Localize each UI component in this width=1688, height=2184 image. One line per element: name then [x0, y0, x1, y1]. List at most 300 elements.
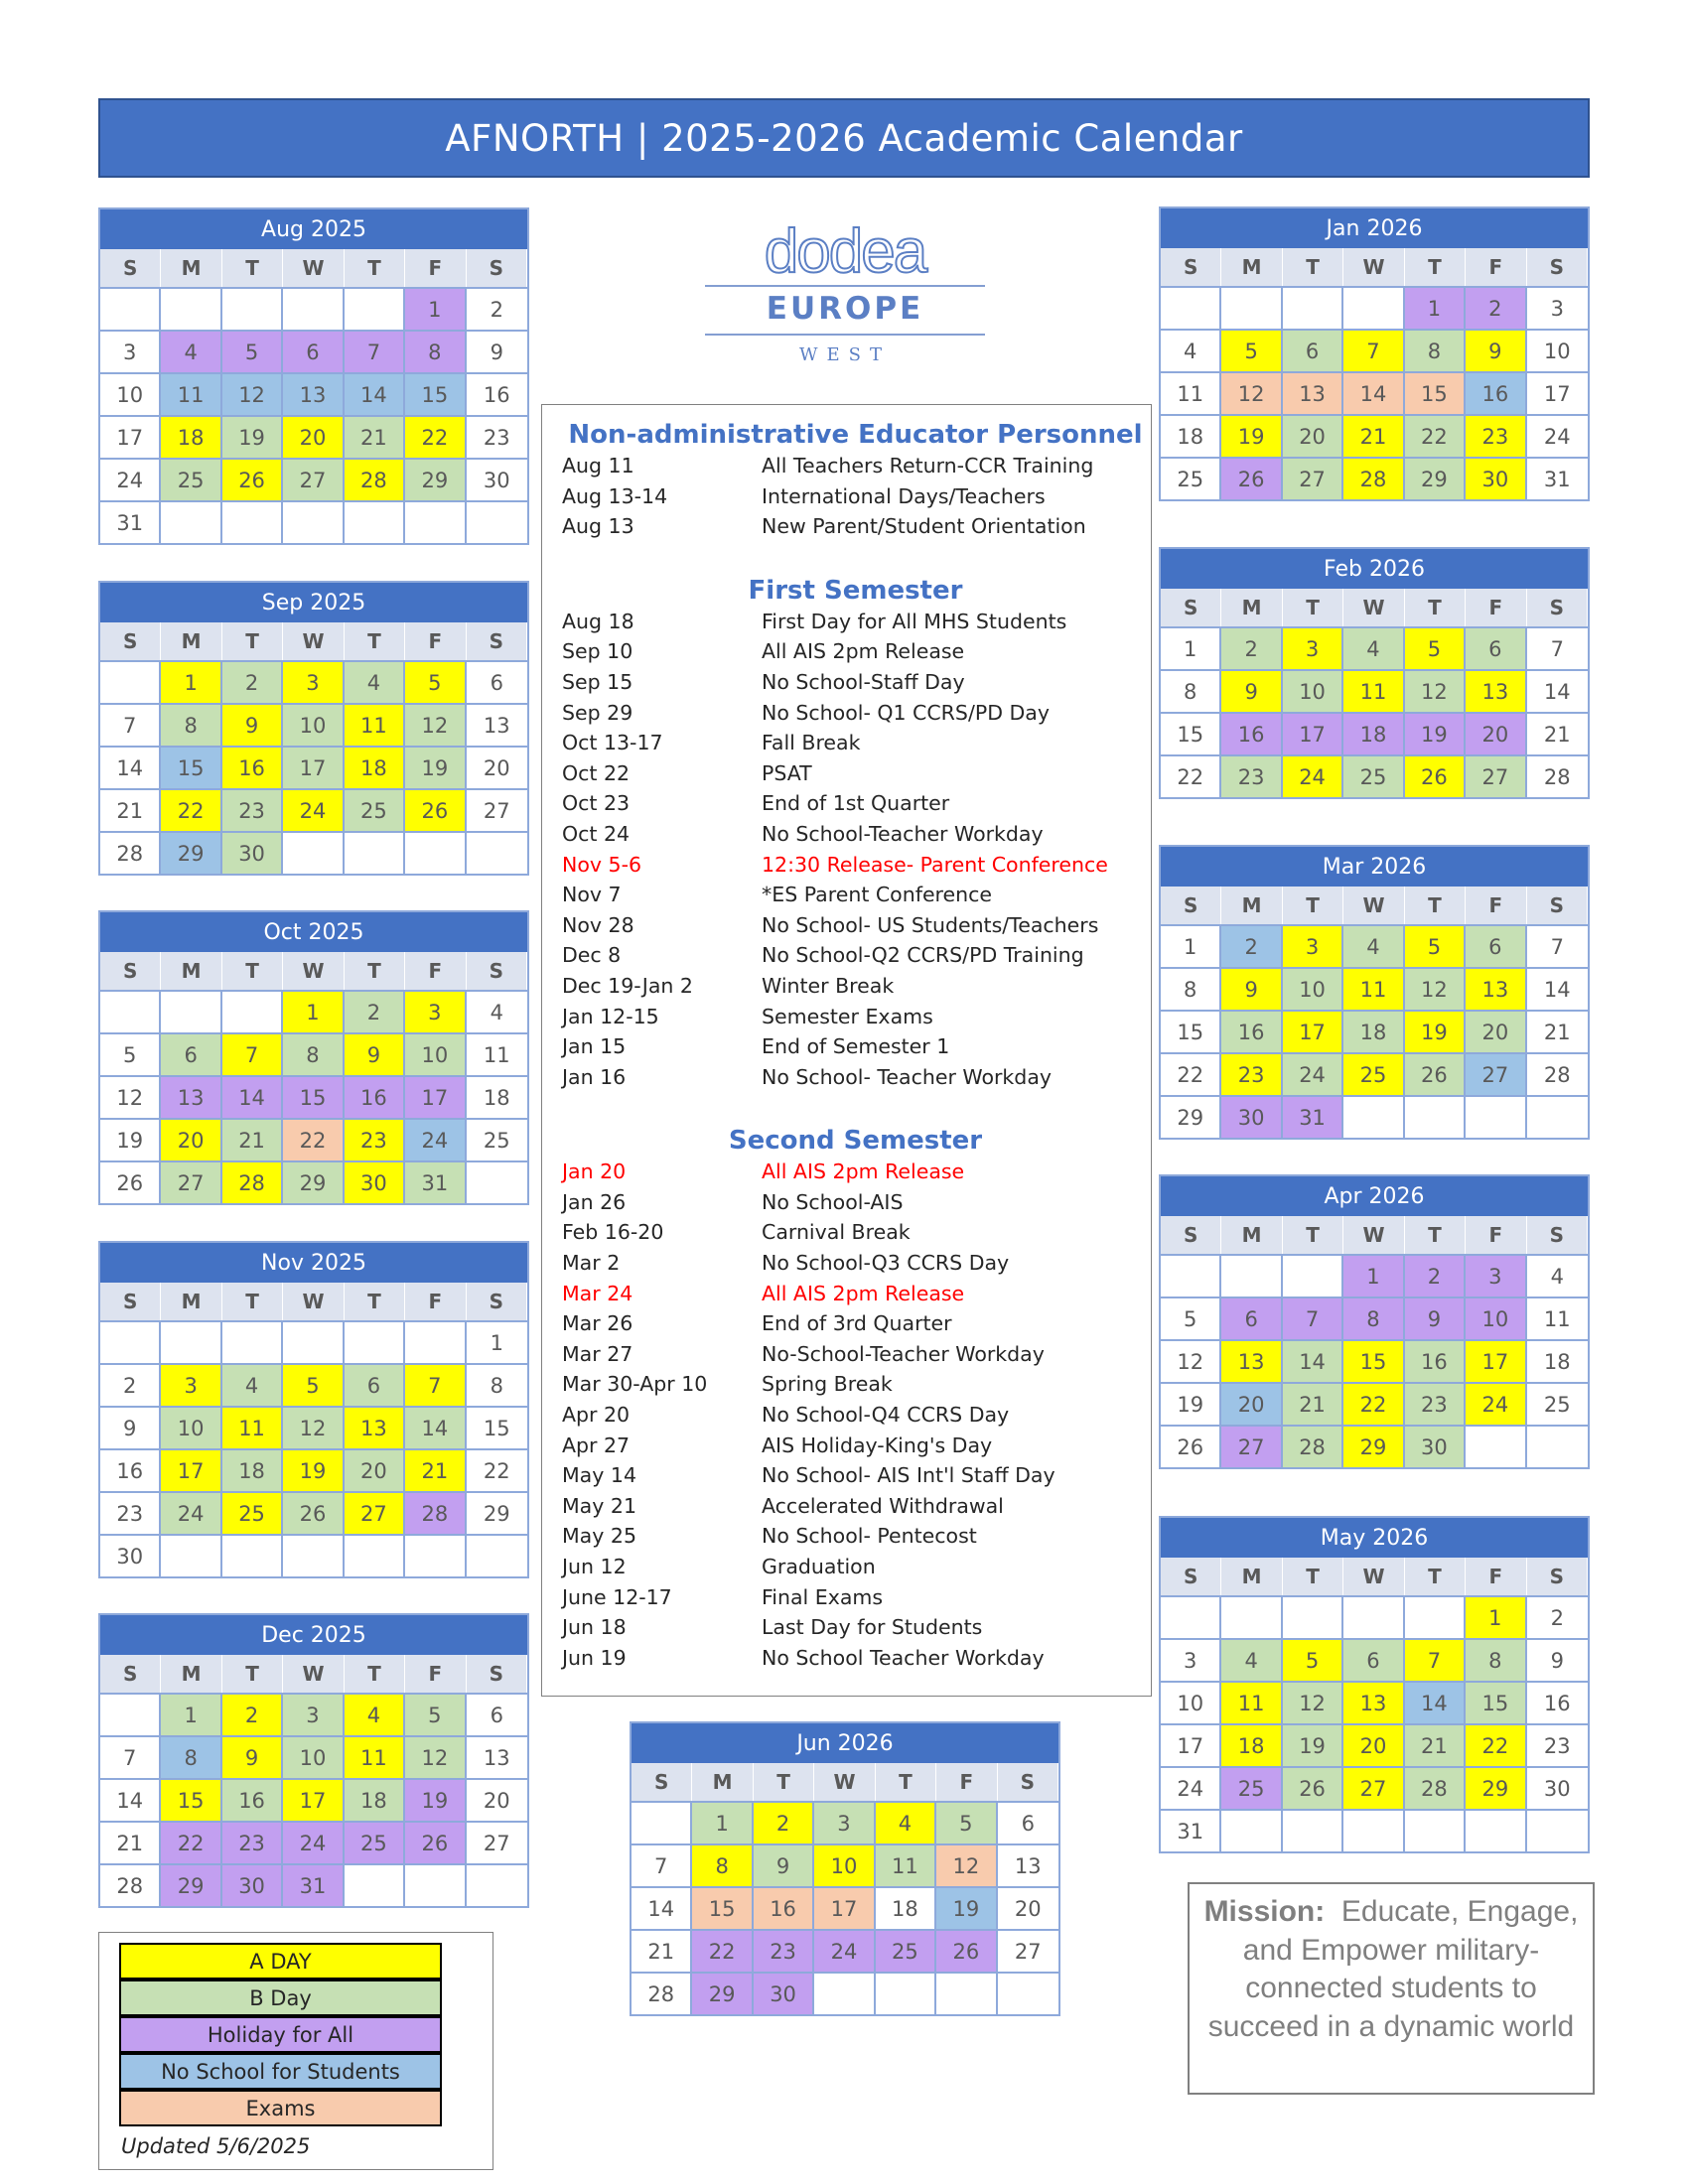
calendar-nov-2025	[98, 1241, 529, 1578]
calendar-day: 15	[161, 1778, 221, 1821]
calendar-empty-cell	[1221, 286, 1282, 329]
calendar-grid	[100, 249, 527, 543]
calendar-grid	[632, 1763, 1058, 2014]
calendar-day: 3	[1527, 286, 1588, 329]
calendar-day: 20	[1466, 1010, 1526, 1052]
calendar-day: 6	[467, 660, 527, 703]
event-date: Oct 22	[562, 760, 631, 785]
calendar-day: 11	[222, 1406, 283, 1448]
calendar-day: 4	[345, 660, 405, 703]
calendar-empty-cell	[100, 1320, 161, 1363]
calendar-empty-cell	[100, 287, 161, 330]
calendar-day: 28	[1283, 1425, 1343, 1467]
calendar-day: 24	[405, 1118, 466, 1160]
calendar-day: 3	[1283, 924, 1343, 967]
calendar-day: 13	[998, 1843, 1058, 1886]
event-row	[542, 758, 1151, 789]
calendar-day: 2	[222, 660, 283, 703]
calendar-grid	[1161, 1558, 1588, 1851]
weekday-header: S	[100, 1655, 161, 1693]
calendar-day: 3	[405, 990, 466, 1032]
calendar-empty-cell	[1527, 1095, 1588, 1138]
calendar-day: 18	[1343, 1010, 1404, 1052]
calendar-day: 7	[632, 1843, 692, 1886]
legend-b-day: B Day	[119, 1979, 442, 2016]
weekday-header: W	[814, 1763, 875, 1801]
calendar-day: 15	[1466, 1681, 1526, 1723]
calendar-day: 8	[405, 330, 466, 372]
calendar-may-2026	[1159, 1516, 1590, 1853]
calendar-day: 6	[1221, 1297, 1282, 1339]
calendar-day: 29	[1466, 1766, 1526, 1809]
calendar-day: 10	[1283, 967, 1343, 1010]
calendar-day: 13	[1466, 967, 1526, 1010]
weekday-header: T	[345, 622, 405, 660]
calendar-empty-cell	[1283, 1809, 1343, 1851]
calendar-day: 4	[1343, 924, 1404, 967]
event-row	[542, 850, 1151, 881]
calendar-day: 26	[1221, 457, 1282, 499]
calendar-day: 15	[1405, 371, 1466, 414]
calendar-day: 24	[161, 1491, 221, 1534]
calendar-day: 7	[1283, 1297, 1343, 1339]
calendar-day: 29	[161, 1863, 221, 1906]
calendar-day: 9	[1527, 1638, 1588, 1681]
event-row	[542, 880, 1151, 910]
event-row	[542, 1279, 1151, 1309]
weekday-header: T	[1283, 1558, 1343, 1595]
calendar-empty-cell	[283, 831, 344, 874]
calendar-title: Mar 2026	[1161, 847, 1588, 887]
event-row	[542, 511, 1151, 542]
calendar-empty-cell	[1343, 1595, 1404, 1638]
weekday-header: W	[283, 1655, 344, 1693]
section-heading: Second Semester	[728, 1126, 983, 1157]
calendar-day: 12	[1405, 967, 1466, 1010]
legend	[98, 1932, 493, 2170]
calendar-day: 5	[1221, 329, 1282, 371]
event-row	[542, 1308, 1151, 1339]
weekday-header: T	[1405, 1558, 1466, 1595]
calendar-day: 13	[283, 372, 344, 415]
calendar-day: 21	[345, 415, 405, 458]
calendar-day: 15	[1343, 1339, 1404, 1382]
calendar-day: 27	[1221, 1425, 1282, 1467]
weekday-header: M	[692, 1763, 753, 1801]
event-row	[542, 1217, 1151, 1248]
calendar-day: 6	[345, 1363, 405, 1406]
calendar-day: 15	[283, 1075, 344, 1118]
calendar-empty-cell	[222, 990, 283, 1032]
calendar-grid	[100, 1655, 527, 1906]
weekday-header: M	[161, 1655, 221, 1693]
calendar-grid	[1161, 248, 1588, 499]
calendar-day: 26	[100, 1160, 161, 1203]
calendar-day: 25	[345, 788, 405, 831]
event-description: No School- Pentecost	[762, 1524, 977, 1549]
calendar-day: 14	[1343, 371, 1404, 414]
calendar-empty-cell	[1161, 1595, 1221, 1638]
event-date: Nov 5-6	[562, 852, 642, 877]
calendar-day: 21	[100, 1821, 161, 1863]
calendar-day: 11	[1343, 967, 1404, 1010]
event-description: Spring Break	[762, 1372, 893, 1397]
calendar-empty-cell	[283, 1534, 344, 1576]
calendar-empty-cell	[1405, 1095, 1466, 1138]
calendar-empty-cell	[876, 1972, 936, 2014]
weekday-header: M	[1221, 887, 1282, 924]
calendar-day: 3	[283, 660, 344, 703]
dodea-europe-west-logo	[701, 226, 989, 365]
calendar-day: 11	[345, 1735, 405, 1778]
calendar-title: Aug 2025	[100, 209, 527, 249]
calendar-day: 4	[1343, 626, 1404, 669]
calendar-day: 22	[283, 1118, 344, 1160]
event-description: International Days/Teachers	[762, 483, 1046, 508]
event-description: 12:30 Release- Parent Conference	[762, 852, 1108, 877]
event-row	[542, 1157, 1151, 1187]
weekday-header: S	[467, 1283, 527, 1320]
calendar-day: 14	[100, 1778, 161, 1821]
event-description: *ES Parent Conference	[762, 883, 993, 907]
event-row	[542, 1062, 1151, 1093]
calendar-title: Feb 2026	[1161, 549, 1588, 589]
calendar-day: 27	[283, 458, 344, 500]
calendar-day: 30	[222, 831, 283, 874]
calendar-day: 12	[405, 703, 466, 746]
calendar-day: 10	[161, 1406, 221, 1448]
calendar-day: 12	[222, 372, 283, 415]
calendar-day: 23	[1221, 1052, 1282, 1095]
event-description: End of 3rd Quarter	[762, 1311, 952, 1336]
calendar-empty-cell	[161, 287, 221, 330]
event-date: May 14	[562, 1463, 636, 1488]
event-date: Jan 16	[562, 1064, 627, 1089]
calendar-day: 4	[1527, 1254, 1588, 1297]
weekday-header: T	[222, 622, 283, 660]
weekday-header: S	[467, 622, 527, 660]
weekday-header: S	[1161, 887, 1221, 924]
calendar-day: 3	[814, 1801, 875, 1843]
calendar-empty-cell	[161, 990, 221, 1032]
calendar-day: 29	[405, 458, 466, 500]
weekday-header: F	[1466, 589, 1526, 626]
calendar-day: 5	[283, 1363, 344, 1406]
calendar-day: 14	[405, 1406, 466, 1448]
calendar-day: 14	[1405, 1681, 1466, 1723]
weekday-header: S	[100, 249, 161, 287]
calendar-day: 23	[1221, 754, 1282, 797]
calendar-day: 22	[405, 415, 466, 458]
calendar-day: 30	[467, 458, 527, 500]
calendar-day: 19	[100, 1118, 161, 1160]
calendar-day: 29	[467, 1491, 527, 1534]
calendar-day: 23	[1466, 414, 1526, 457]
calendar-day: 15	[405, 372, 466, 415]
event-date: Aug 13	[562, 514, 634, 539]
calendar-day: 8	[467, 1363, 527, 1406]
calendar-day: 17	[283, 746, 344, 788]
calendar-day: 2	[1221, 626, 1282, 669]
calendar-day: 29	[283, 1160, 344, 1203]
calendar-day: 2	[1405, 1254, 1466, 1297]
calendar-day: 22	[161, 788, 221, 831]
weekday-header: T	[345, 1655, 405, 1693]
calendar-day: 13	[161, 1075, 221, 1118]
calendar-day: 8	[1405, 329, 1466, 371]
event-date: Mar 26	[562, 1311, 633, 1336]
calendar-day: 31	[100, 500, 161, 543]
event-date: Jun 12	[562, 1555, 627, 1578]
calendar-day: 11	[1343, 669, 1404, 712]
logo-district: WEST	[799, 344, 891, 365]
calendar-empty-cell	[100, 990, 161, 1032]
legend-a-day: A DAY	[119, 1943, 442, 1979]
calendar-day: 9	[1221, 967, 1282, 1010]
calendar-day: 1	[283, 990, 344, 1032]
calendar-day: 19	[936, 1886, 997, 1929]
event-row	[542, 481, 1151, 512]
weekday-header: T	[1405, 589, 1466, 626]
calendar-day: 12	[405, 1735, 466, 1778]
weekday-header: F	[1466, 248, 1526, 286]
calendar-empty-cell	[405, 1534, 466, 1576]
calendar-day: 19	[405, 746, 466, 788]
calendar-day: 27	[345, 1491, 405, 1534]
event-description: No School-Teacher Workday	[762, 821, 1044, 846]
calendar-day: 23	[100, 1491, 161, 1534]
weekday-header: F	[1466, 1216, 1526, 1254]
event-date: Mar 24	[562, 1281, 633, 1305]
event-date: Jan 26	[562, 1189, 627, 1214]
calendar-day: 16	[1405, 1339, 1466, 1382]
calendar-day: 18	[1161, 414, 1221, 457]
calendar-day: 9	[1466, 329, 1526, 371]
weekday-header: F	[1466, 1558, 1526, 1595]
event-date: Aug 18	[562, 609, 634, 633]
calendar-title: Nov 2025	[100, 1243, 527, 1283]
calendar-day: 18	[1343, 712, 1404, 754]
event-row	[542, 1460, 1151, 1491]
calendar-empty-cell	[345, 831, 405, 874]
calendar-day: 5	[936, 1801, 997, 1843]
event-row	[542, 1521, 1151, 1552]
event-row	[542, 1400, 1151, 1431]
event-date: Sep 29	[562, 700, 633, 725]
calendar-day: 8	[283, 1032, 344, 1075]
calendar-day: 9	[345, 1032, 405, 1075]
calendar-day: 16	[345, 1075, 405, 1118]
calendar-day: 24	[1283, 754, 1343, 797]
calendar-day: 5	[1283, 1638, 1343, 1681]
calendar-day: 4	[222, 1363, 283, 1406]
event-row	[542, 788, 1151, 819]
calendar-day: 19	[1221, 414, 1282, 457]
calendar-day: 4	[161, 330, 221, 372]
calendar-day: 13	[467, 703, 527, 746]
weekday-header: W	[283, 249, 344, 287]
calendar-day: 11	[1221, 1681, 1282, 1723]
calendar-empty-cell	[161, 500, 221, 543]
event-description: Graduation	[762, 1555, 876, 1578]
calendar-day: 24	[1161, 1766, 1221, 1809]
calendar-day: 20	[161, 1118, 221, 1160]
weekday-header: W	[283, 952, 344, 990]
calendar-day: 25	[161, 458, 221, 500]
event-date: May 21	[562, 1493, 636, 1518]
calendar-empty-cell	[814, 1972, 875, 2014]
event-description: All Teachers Return-CCR Training	[762, 454, 1094, 478]
calendar-day: 28	[1527, 1052, 1588, 1095]
calendar-day: 17	[100, 415, 161, 458]
event-description: No School-Q2 CCRS/PD Training	[762, 943, 1084, 968]
weekday-header: S	[1161, 589, 1221, 626]
calendar-day: 17	[1283, 1010, 1343, 1052]
calendar-day: 21	[1405, 1723, 1466, 1766]
calendar-day: 21	[632, 1929, 692, 1972]
calendar-day: 7	[1527, 626, 1588, 669]
calendar-jun-2026	[630, 1721, 1060, 2016]
weekday-header: S	[1161, 248, 1221, 286]
calendar-empty-cell	[345, 1534, 405, 1576]
weekday-header: F	[405, 1283, 466, 1320]
calendar-day: 21	[1283, 1382, 1343, 1425]
calendar-day: 7	[100, 703, 161, 746]
calendar-day: 5	[1405, 626, 1466, 669]
weekday-header: S	[1527, 1216, 1588, 1254]
calendar-title: Jun 2026	[632, 1723, 1058, 1763]
calendar-day: 22	[1161, 1052, 1221, 1095]
event-row	[542, 451, 1151, 481]
calendar-day: 9	[1405, 1297, 1466, 1339]
calendar-day: 4	[467, 990, 527, 1032]
calendar-empty-cell	[1343, 1095, 1404, 1138]
calendar-day: 2	[754, 1801, 814, 1843]
calendar-day: 6	[161, 1032, 221, 1075]
calendar-day: 15	[161, 746, 221, 788]
calendar-empty-cell	[1283, 1595, 1343, 1638]
calendar-day: 25	[345, 1821, 405, 1863]
calendar-day: 29	[1405, 457, 1466, 499]
weekday-header: M	[1221, 1558, 1282, 1595]
weekday-header: T	[345, 952, 405, 990]
calendar-empty-cell	[1221, 1595, 1282, 1638]
calendar-day: 30	[345, 1160, 405, 1203]
event-description: AIS Holiday-King's Day	[762, 1433, 993, 1457]
weekday-header: S	[998, 1763, 1058, 1801]
calendar-day: 2	[1527, 1595, 1588, 1638]
calendar-day: 6	[998, 1801, 1058, 1843]
calendar-day: 18	[1221, 1723, 1282, 1766]
calendar-day: 18	[345, 1778, 405, 1821]
weekday-header: S	[1527, 589, 1588, 626]
weekday-header: W	[1343, 248, 1404, 286]
event-row	[542, 1031, 1151, 1062]
calendar-feb-2026	[1159, 547, 1590, 799]
logo-word: dodea	[764, 226, 926, 286]
calendar-day: 5	[405, 660, 466, 703]
calendar-day: 25	[1343, 1052, 1404, 1095]
weekday-header: M	[1221, 589, 1282, 626]
calendar-day: 9	[467, 330, 527, 372]
calendar-day: 30	[754, 1972, 814, 2014]
calendar-day: 10	[814, 1843, 875, 1886]
calendar-day: 14	[1527, 669, 1588, 712]
weekday-header: T	[345, 1283, 405, 1320]
calendar-day: 10	[283, 703, 344, 746]
event-date: Dec 19-Jan 2	[562, 973, 693, 998]
calendar-empty-cell	[222, 1534, 283, 1576]
calendar-day: 17	[814, 1886, 875, 1929]
calendar-day: 1	[467, 1320, 527, 1363]
event-row	[542, 1552, 1151, 1582]
calendar-day: 8	[692, 1843, 753, 1886]
event-date: Oct 23	[562, 791, 631, 816]
event-date: Mar 27	[562, 1341, 633, 1366]
calendar-empty-cell	[1283, 286, 1343, 329]
calendar-empty-cell	[936, 1972, 997, 2014]
weekday-header: T	[754, 1763, 814, 1801]
calendar-day: 5	[405, 1693, 466, 1735]
calendar-grid	[1161, 887, 1588, 1138]
calendar-empty-cell	[405, 1863, 466, 1906]
calendar-day: 26	[1405, 1052, 1466, 1095]
calendar-day: 2	[345, 990, 405, 1032]
calendar-day: 22	[1161, 754, 1221, 797]
calendar-day: 29	[692, 1972, 753, 2014]
weekday-header: T	[222, 1283, 283, 1320]
calendar-day: 5	[1405, 924, 1466, 967]
calendar-day: 30	[1466, 457, 1526, 499]
calendar-day: 20	[1343, 1723, 1404, 1766]
calendar-day: 9	[100, 1406, 161, 1448]
calendar-day: 26	[405, 788, 466, 831]
calendar-day: 29	[1343, 1425, 1404, 1467]
calendar-empty-cell	[1466, 1095, 1526, 1138]
event-row	[542, 728, 1151, 758]
calendar-day: 22	[1466, 1723, 1526, 1766]
weekday-header: W	[1343, 887, 1404, 924]
event-row	[542, 1612, 1151, 1643]
calendar-day: 9	[222, 1735, 283, 1778]
event-row	[542, 1248, 1151, 1279]
weekday-header: T	[222, 1655, 283, 1693]
calendar-day: 11	[345, 703, 405, 746]
weekday-header: F	[936, 1763, 997, 1801]
calendar-day: 2	[222, 1693, 283, 1735]
calendar-day: 19	[283, 1448, 344, 1491]
event-description: Last Day for Students	[762, 1615, 983, 1640]
calendar-day: 24	[1527, 414, 1588, 457]
calendar-day: 14	[1527, 967, 1588, 1010]
calendar-empty-cell	[345, 500, 405, 543]
calendar-aug-2025	[98, 207, 529, 545]
event-row	[542, 1339, 1151, 1370]
calendar-day: 8	[161, 1735, 221, 1778]
calendar-day: 25	[1221, 1766, 1282, 1809]
calendar-day: 30	[222, 1863, 283, 1906]
weekday-header: F	[405, 952, 466, 990]
calendar-day: 17	[161, 1448, 221, 1491]
calendar-day: 1	[161, 1693, 221, 1735]
event-date: Oct 13-17	[562, 731, 663, 755]
calendar-day: 21	[1343, 414, 1404, 457]
calendar-day: 13	[345, 1406, 405, 1448]
calendar-day: 8	[1161, 967, 1221, 1010]
weekday-header: M	[161, 952, 221, 990]
event-date: Mar 2	[562, 1251, 621, 1276]
calendar-day: 20	[467, 1778, 527, 1821]
